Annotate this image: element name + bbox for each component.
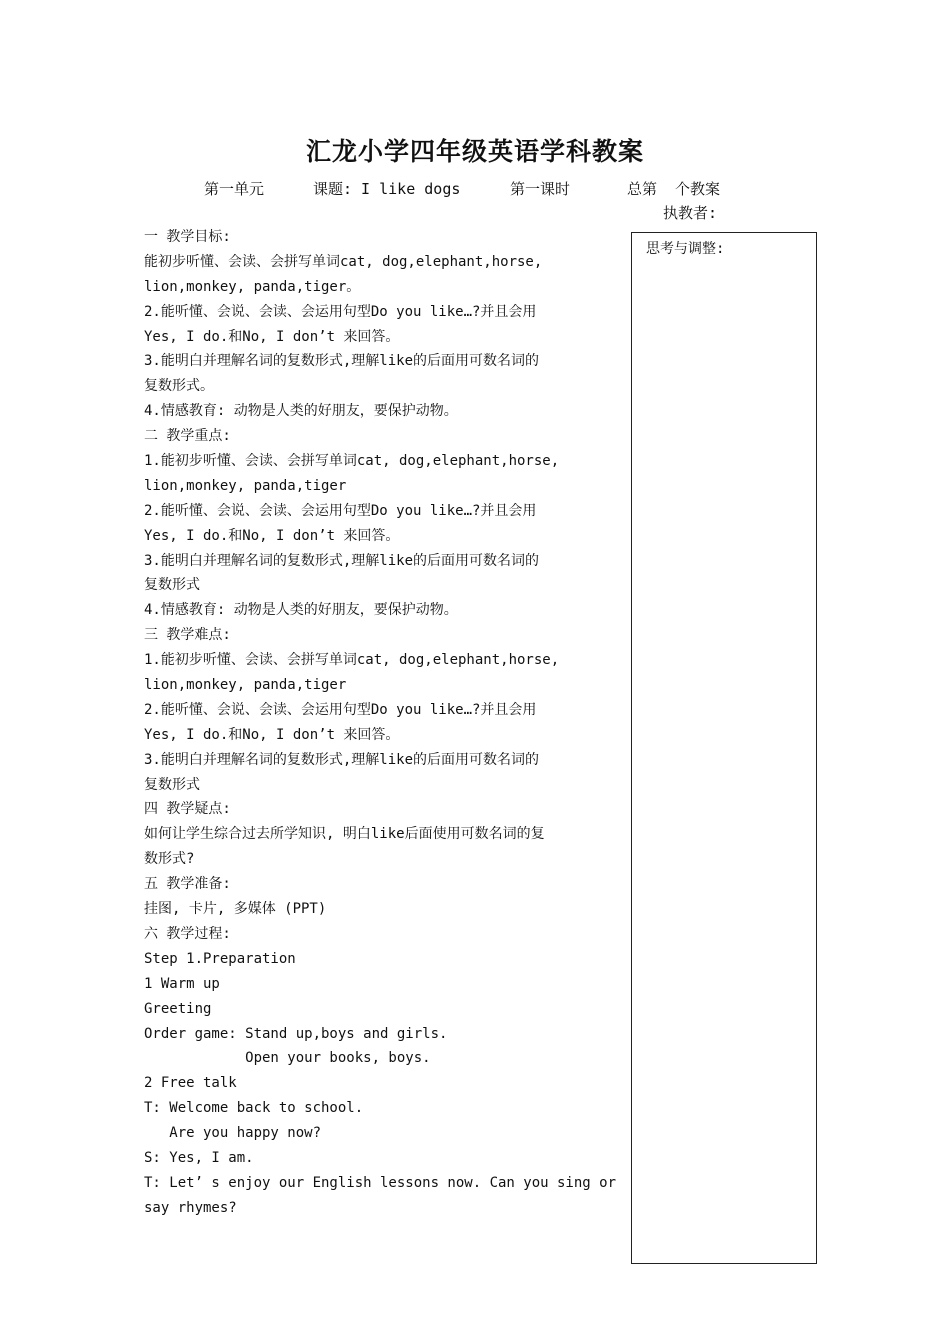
- content-line: 复数形式: [144, 577, 200, 594]
- content-line: 1.能初步听懂、会读、会拼写单词cat, dog,elephant,horse,: [144, 453, 560, 470]
- content-line: 一 教学目标:: [144, 229, 231, 245]
- content-line: Order game: Stand up,boys and girls.: [144, 1025, 448, 1042]
- content-line: 二 教学重点:: [144, 428, 231, 445]
- content-line: 4.情感教育: 动物是人类的好朋友，要保护动物。: [144, 602, 458, 619]
- content-line: lion,monkey, panda,tiger。: [144, 278, 361, 295]
- lesson-plan-body: [144, 225, 622, 1221]
- content-line: 复数形式: [144, 776, 200, 793]
- content-line: 2.能听懂、会说、会读、会运用句型Do you like…?并且会用: [144, 701, 537, 718]
- content-line: 2 Free talk: [144, 1075, 237, 1092]
- content-line: 3.能明白并理解名词的复数形式,理解like的后面用可数名词的: [144, 552, 539, 569]
- content-line: 2.能听懂、会说、会读、会运用句型Do you like…?并且会用: [144, 502, 537, 519]
- content-line: 数形式?: [144, 851, 195, 868]
- page-title: 汇龙小学四年级英语学科教案: [305, 137, 644, 166]
- unit-label: 第一单元: [204, 180, 265, 198]
- content-line: 挂图, 卡片, 多媒体 (PPT): [144, 901, 327, 918]
- content-line: lion,monkey, panda,tiger: [144, 677, 347, 694]
- content-line: Open your books, boys.: [144, 1050, 431, 1067]
- content-line: 五 教学准备:: [144, 876, 231, 893]
- content-line: lion,monkey, panda,tiger: [144, 477, 347, 494]
- period-label: 第一课时: [510, 180, 571, 198]
- content-line: 三 教学难点:: [144, 627, 231, 644]
- content-line: 3.能明白并理解名词的复数形式,理解like的后面用可数名词的: [144, 751, 539, 768]
- total-count-label: 总第 个教案: [627, 180, 721, 198]
- content-line: 3.能明白并理解名词的复数形式,理解like的后面用可数名词的: [144, 353, 539, 370]
- content-line: Yes, I do.和No, I don’t 来回答。: [144, 527, 400, 544]
- content-line: 能初步听懂、会读、会拼写单词cat, dog,elephant,horse,: [144, 253, 543, 270]
- content-line: 2.能听懂、会说、会读、会运用句型Do you like…?并且会用: [144, 303, 537, 320]
- content-line: 复数形式。: [144, 378, 214, 395]
- content-line: 如何让学生综合过去所学知识, 明白like后面使用可数名词的复: [144, 826, 545, 843]
- content-line: 1.能初步听懂、会读、会拼写单词cat, dog,elephant,horse,: [144, 652, 560, 669]
- reflection-label: 思考与调整:: [646, 241, 725, 257]
- content-line: T: Let’ s enjoy our English lessons now. Can you sing or: [144, 1174, 617, 1191]
- content-line: Yes, I do.和No, I don’t 来回答。: [144, 726, 400, 743]
- content-line: T: Welcome back to school.: [144, 1100, 364, 1117]
- content-line: 四 教学疑点:: [144, 801, 231, 818]
- content-line: say rhymes?: [144, 1199, 237, 1216]
- content-line: Greeting: [144, 1000, 212, 1017]
- content-line: 1 Warm up: [144, 975, 220, 992]
- content-line: 4.情感教育: 动物是人类的好朋友，要保护动物。: [144, 403, 458, 420]
- content-line: 六 教学过程:: [144, 925, 231, 942]
- content-line: Yes, I do.和No, I don’t 来回答。: [144, 328, 400, 345]
- content-line: Step 1.Preparation: [144, 950, 296, 967]
- content-line: S: Yes, I am.: [144, 1149, 254, 1166]
- teacher-label: 执教者:: [663, 204, 718, 222]
- content-line: Are you happy now?: [144, 1125, 322, 1142]
- topic-label: 课题: I like dogs: [313, 180, 461, 198]
- reflection-box: [631, 232, 817, 1264]
